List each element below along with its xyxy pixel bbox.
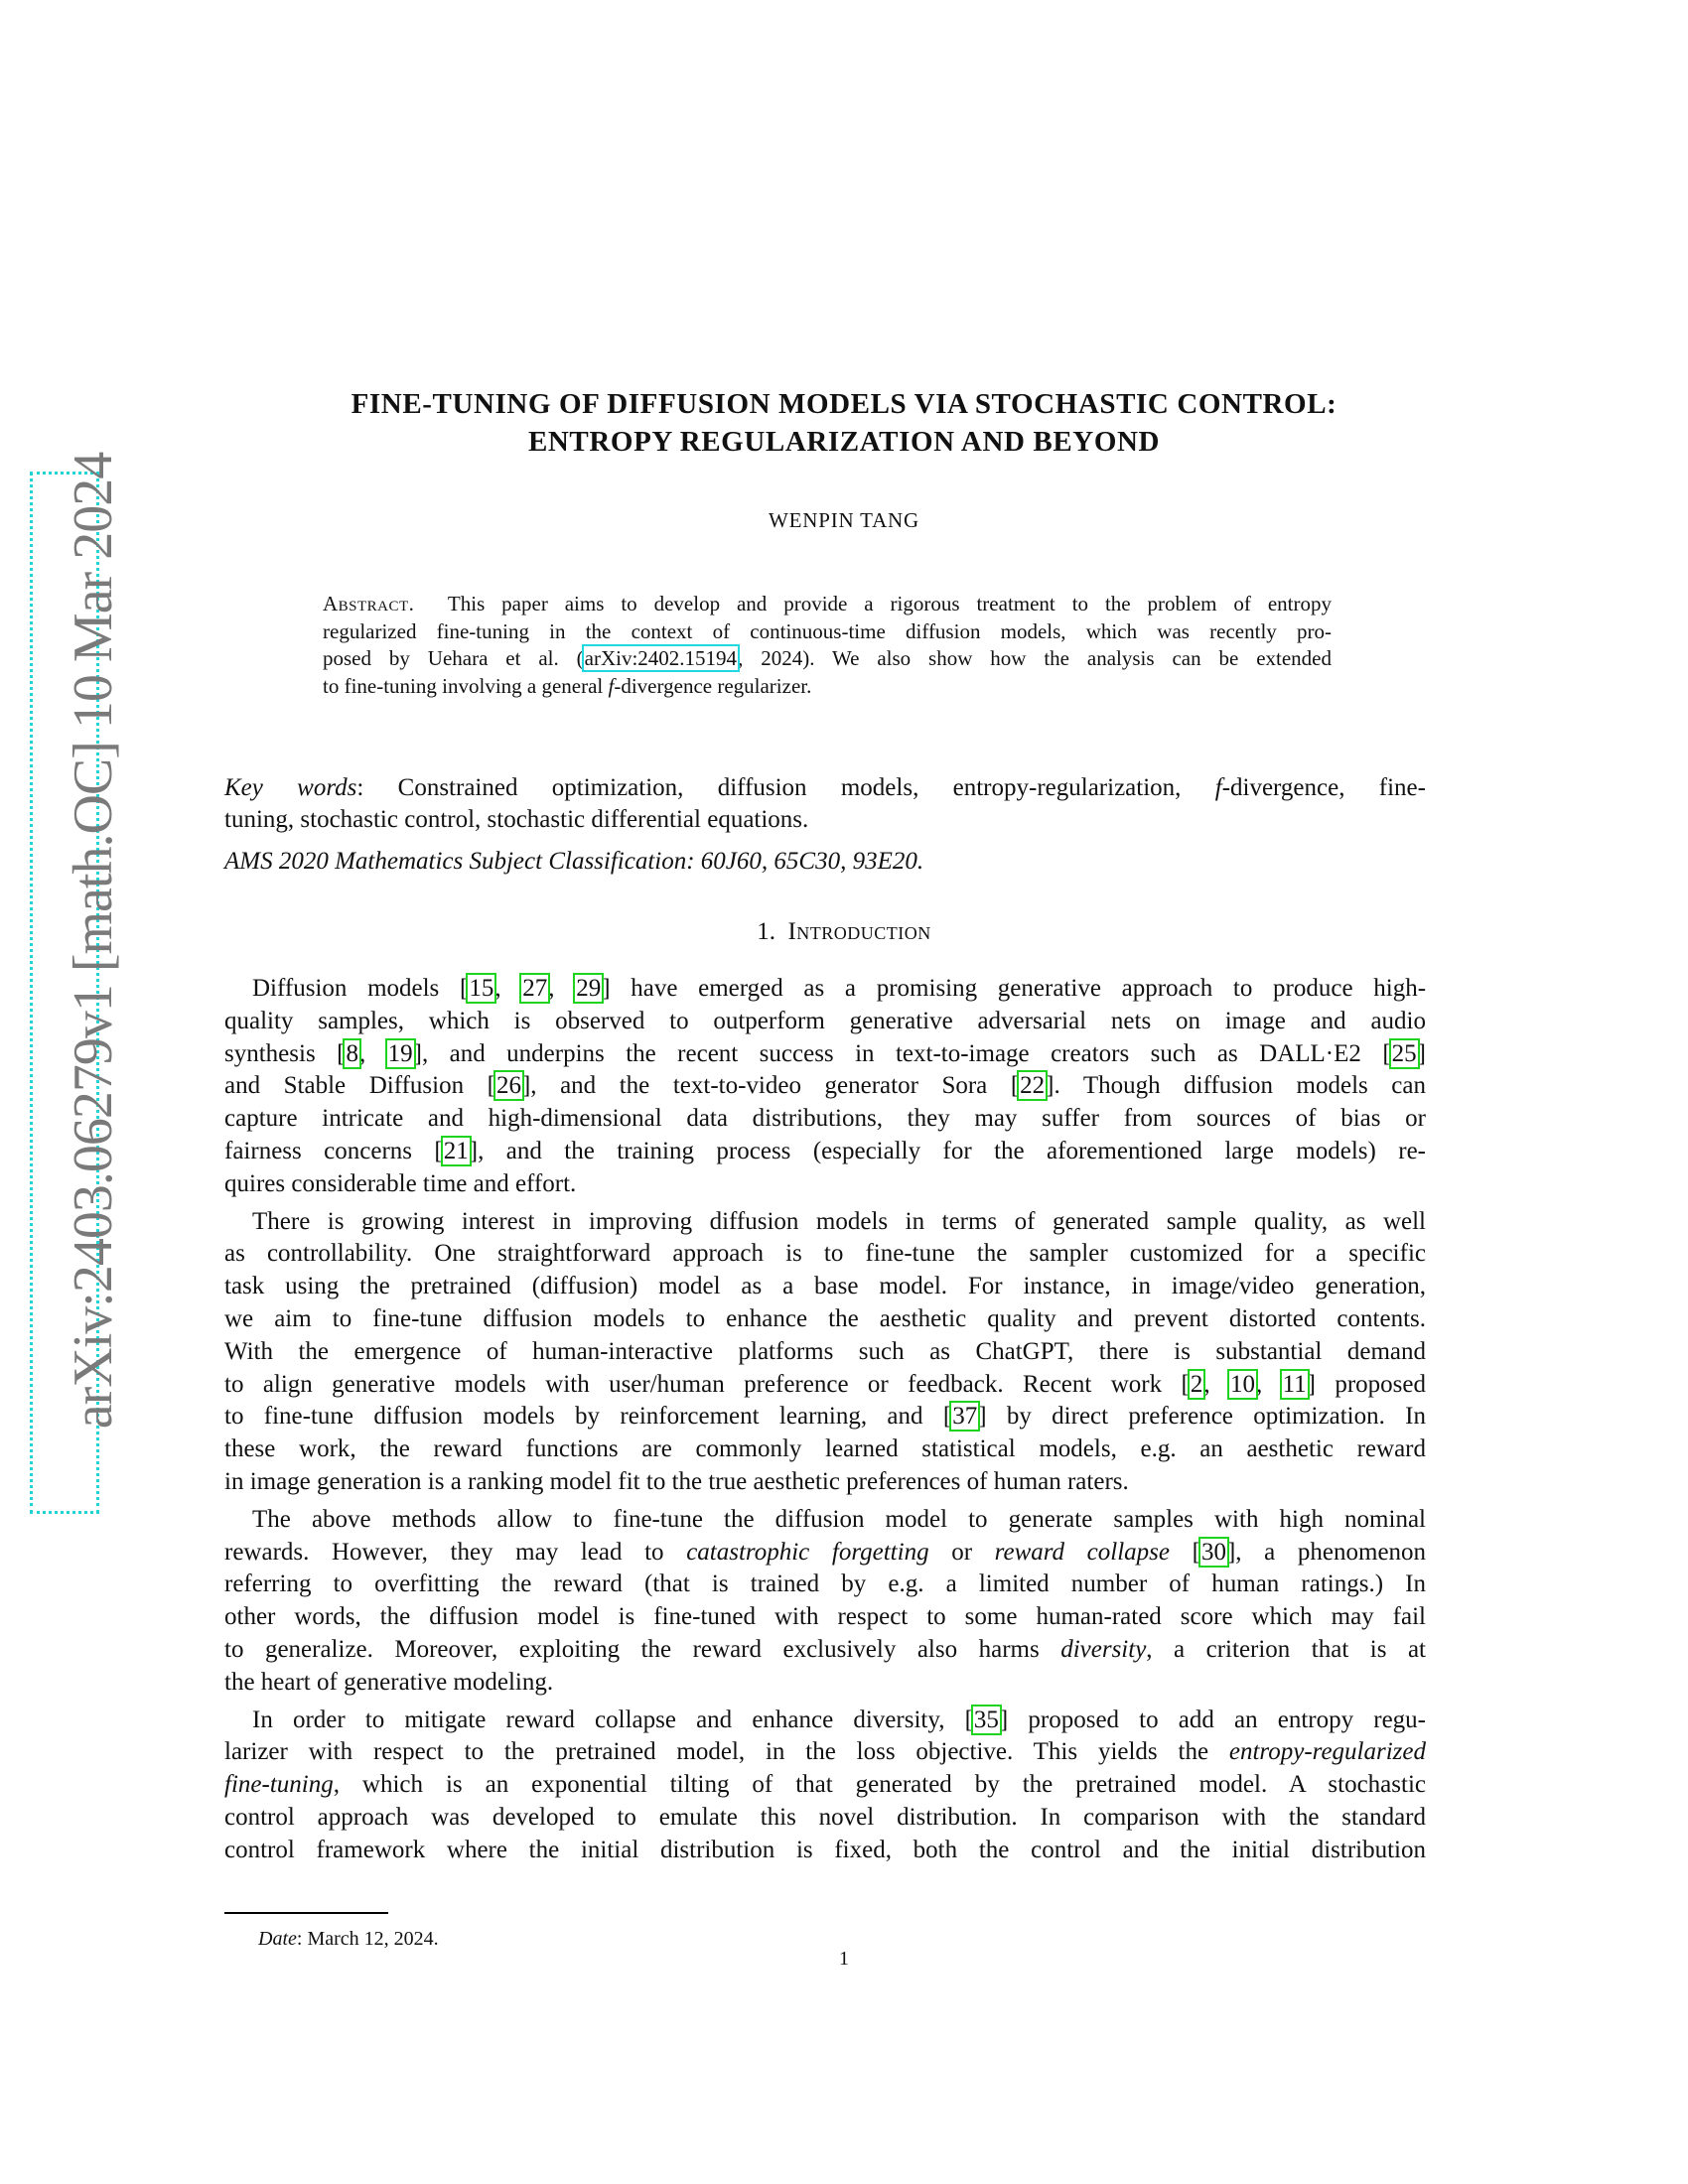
- paper-title: [0, 385, 1688, 461]
- citation-link[interactable]: 2: [1190, 1370, 1203, 1398]
- citation-link[interactable]: 37: [952, 1403, 978, 1431]
- citation-link[interactable]: 29: [576, 975, 602, 1002]
- citation-link[interactable]: 27: [522, 975, 548, 1002]
- arxiv-reference-link[interactable]: arXiv:2402.15194: [584, 646, 738, 670]
- paragraph-2: There is growing interest in improving diffusion models in terms of generated sample quality, as well as controllability. One straightforward approach is to fine-tune the sampler customized for a specific task using the pretrained (diffusion) model as a base model. For instance, in image/video generation, we aim to fine-tune diffusion models to enhance the aesthetic quality and prevent distorted contents. With the emergence of human-interactive platforms such as ChatGPT, there is substantial demand to align generative models with user/human preference or feedback. Recent work [2, 10, 11] proposed to fine-tune diffusion models by reinforcement learning, and [37] by direct preference optimization. In these work, the reward functions are commonly learned statistical models, e.g. an aesthetic reward in image generation is a ranking model fit to the true aesthetic preferences of human raters.: [224, 1207, 1426, 1495]
- keywords-label: Key words: [224, 774, 357, 801]
- paragraph-3: The above methods allow to fine-tune the diffusion model to generate samples with high nominal rewards. However, they may lead to catastrophic forgetting or reward collapse [30], a phenomenon referring to overfitting the reward (that is trained by e.g. a limited number of human ratings.) In other words, the diffusion model is fine-tuned with respect to some human-rated score which may fail to generalize. Moreover, exploiting the reward exclusively also harms diversity, a criterion that is at the heart of generative modeling.: [224, 1505, 1427, 1696]
- body-text: [224, 973, 1426, 1867]
- arxiv-stamp[interactable]: arXiv:2403.06279v1 [math.OC] 10 Mar 2024: [63, 452, 124, 1430]
- citation-link[interactable]: 21: [443, 1137, 469, 1164]
- keywords: Key words: Constrained optimization, diffusion models, entropy-regularization, f-divergence, fine- tuning, stochastic control, stochastic differential equations.: [224, 774, 1426, 833]
- paragraph-4: In order to mitigate reward collapse and enhance diversity, [35] proposed to add an entropy regu- larizer with respect to the pretrained model, in the loss objective. This yields the entropy-regularized fine-tuning, which is an exponential tilting of that generated by the pretrained model. A stochastic control approach was developed to emulate this novel distribution. In comparison with the standard control framework where the initial distribution is fixed, both the control and the initial distribution: [224, 1706, 1426, 1863]
- citation-link[interactable]: 19: [387, 1039, 413, 1067]
- title-line-2: ENTROPY REGULARIZATION AND BEYOND: [527, 426, 1161, 458]
- citation-link[interactable]: 8: [346, 1039, 358, 1067]
- citation-link[interactable]: 10: [1229, 1370, 1255, 1398]
- citation-link[interactable]: 30: [1200, 1538, 1226, 1566]
- footnote-rule: [224, 1912, 388, 1914]
- citation-link[interactable]: 11: [1282, 1370, 1307, 1398]
- abstract-label: Abstract.: [323, 592, 415, 615]
- citation-link[interactable]: 22: [1020, 1072, 1046, 1100]
- citation-link[interactable]: 25: [1391, 1039, 1417, 1067]
- ams-classification: AMS 2020 Mathematics Subject Classification: 60J60, 65C30, 93E20.: [224, 848, 924, 875]
- page-number: 1: [839, 1948, 849, 1970]
- section-heading-introduction: 1. Introduction: [757, 918, 931, 945]
- paragraph-1: Diffusion models [15, 27, 29] have emerged as a promising generative approach to produce high- quality samples, which is observed to outperform generative adversarial nets on image and audio synthesis [8, 19], and underpins the recent success in text-to-image creators such as DALL·E2 [25] and Stable Diffusion [26], and the text-to-video generator Sora [22]. Though diffusion models can capture intricate and high-dimensional data distributions, they may suffer from sources of bias or fairness concerns [21], and the training process (especially for the aforementioned large models) re- quires considerable time and effort.: [224, 975, 1427, 1197]
- author-name: WENPIN TANG: [769, 508, 919, 532]
- abstract: Abstract. This paper aims to develop and provide a rigorous treatment to the problem of entropy regularized fine-tuning in the context of continuous-time diffusion models, which was recently pro- posed by Uehara et al. (arXiv:2402.15194, 2024). We also show how the analysis can be extended to fine-tuning involving a general f-divergence regularizer.: [323, 592, 1333, 698]
- title-line-1: FINE-TUNING OF DIFFUSION MODELS VIA STOCHASTIC CONTROL:: [351, 388, 1337, 420]
- citation-link[interactable]: 15: [469, 975, 494, 1002]
- citation-link[interactable]: 35: [973, 1706, 999, 1733]
- footnote-date: Date: March 12, 2024.: [258, 1928, 439, 1950]
- citation-link[interactable]: 26: [495, 1072, 521, 1100]
